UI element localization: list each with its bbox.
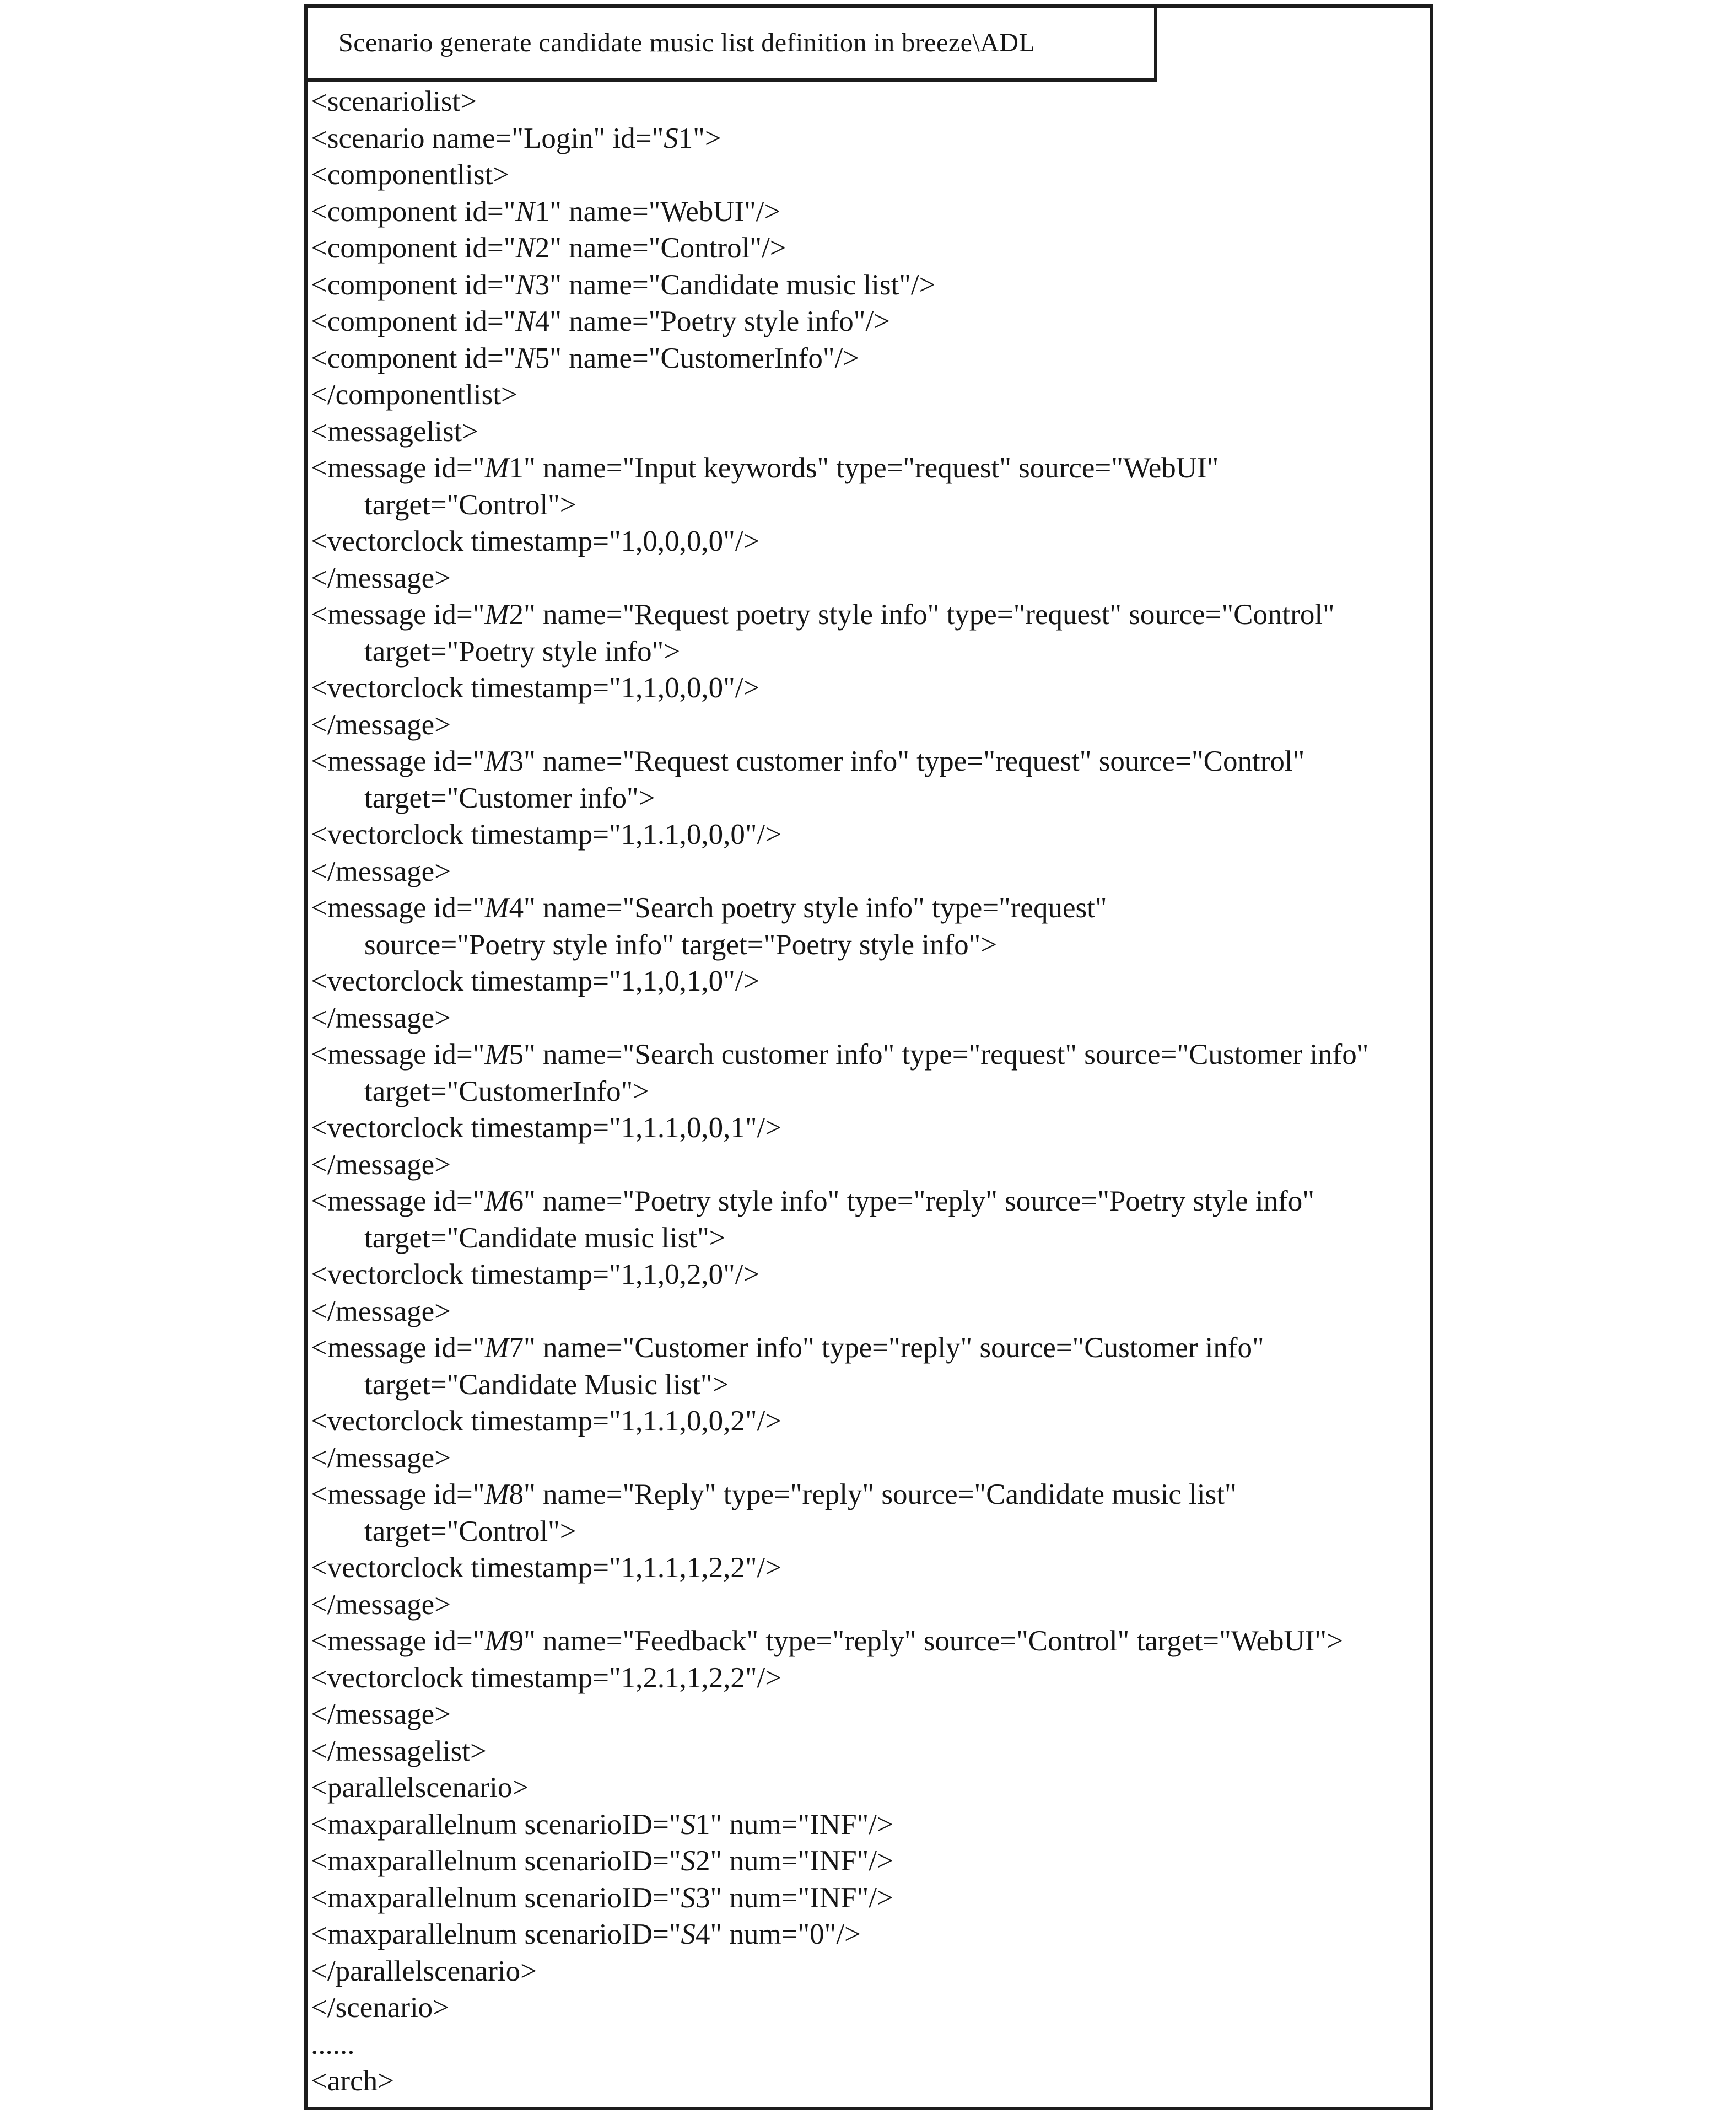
- code-text: 4" name="Poetry style info"/>: [535, 305, 891, 337]
- code-line: [311, 376, 1430, 413]
- code-line: [311, 1330, 1430, 1367]
- code-line: [311, 780, 1430, 817]
- code-line: [311, 523, 1430, 560]
- code-line: [311, 1550, 1430, 1586]
- code-line: [311, 1843, 1430, 1880]
- code-line: [311, 120, 1430, 157]
- code-listing-box: [304, 4, 1433, 2110]
- code-text: target="Control">: [364, 488, 576, 521]
- code-text: target="Customer info">: [364, 782, 655, 814]
- code-text: </parallelscenario>: [311, 1955, 537, 1987]
- id-variable: S: [681, 1881, 696, 1914]
- code-text: <message id=": [311, 1332, 485, 1364]
- code-text: <vectorclock timestamp="1,1.1,0,0,1"/>: [311, 1112, 782, 1144]
- code-text: <component id=": [311, 268, 516, 301]
- code-text: 3" name="Candidate music list"/>: [535, 268, 936, 301]
- code-text: target="Candidate Music list">: [364, 1368, 729, 1401]
- code-line: [311, 670, 1430, 707]
- code-text: ......: [311, 2028, 355, 2061]
- id-variable: M: [484, 1625, 509, 1657]
- code-line: [311, 2063, 1430, 2100]
- code-text: <maxparallelnum scenarioID=": [311, 1881, 681, 1914]
- code-line: [311, 230, 1430, 267]
- code-text: <message id=": [311, 745, 485, 777]
- code-text: target="Poetry style info">: [364, 635, 681, 668]
- code-line: [311, 963, 1430, 1000]
- code-text: </scenario>: [311, 1992, 450, 2024]
- code-text: </messagelist>: [311, 1735, 487, 1767]
- id-variable: M: [484, 892, 509, 924]
- code-text: <vectorclock timestamp="1,1.1,0,0,2"/>: [311, 1405, 782, 1437]
- code-line: [311, 157, 1430, 193]
- code-text: 2" name="Request poetry style info" type="request" source="Control": [509, 599, 1335, 631]
- code-line: [311, 1623, 1430, 1660]
- code-line: [311, 707, 1430, 744]
- code-text: <scenariolist>: [311, 85, 477, 117]
- code-text: <vectorclock timestamp="1,1,0,1,0"/>: [311, 965, 760, 997]
- code-line: [311, 1586, 1430, 1623]
- code-line: [311, 1220, 1430, 1257]
- code-text: <vectorclock timestamp="1,1,0,2,0"/>: [311, 1258, 760, 1290]
- code-line: [311, 853, 1430, 890]
- id-variable: S: [681, 1808, 696, 1841]
- code-text: 1" num="INF"/>: [696, 1808, 893, 1841]
- id-variable: N: [515, 232, 535, 264]
- code-line: [311, 1733, 1430, 1770]
- code-text: 3" num="INF"/>: [696, 1881, 893, 1914]
- code-text: target="Control">: [364, 1515, 576, 1547]
- code-text: <message id=": [311, 1039, 485, 1071]
- code-line: [311, 1073, 1430, 1110]
- code-text: <component id=": [311, 342, 516, 374]
- code-line: [311, 1110, 1430, 1147]
- code-line: [311, 83, 1430, 120]
- code-text: <maxparallelnum scenarioID=": [311, 1918, 681, 1950]
- code-line: [311, 450, 1430, 487]
- adl-code-block: [311, 83, 1430, 2100]
- code-text: 5" name="Search customer info" type="request" source="Customer info": [509, 1039, 1369, 1071]
- id-variable: S: [664, 122, 678, 154]
- id-variable: N: [515, 195, 535, 228]
- code-text: 9" name="Feedback" type="reply" source="Control" target="WebUI">: [509, 1625, 1343, 1657]
- code-line: [311, 596, 1430, 633]
- code-text: </message>: [311, 1588, 451, 1621]
- id-variable: M: [484, 599, 509, 631]
- code-text: 4" num="0"/>: [696, 1918, 861, 1950]
- code-line: [311, 413, 1430, 450]
- code-text: <message id=": [311, 1478, 485, 1510]
- code-text: source="Poetry style info" target="Poetry style info">: [364, 928, 998, 961]
- code-line: [311, 1696, 1430, 1733]
- code-text: 1" name="Input keywords" type="request" source="WebUI": [509, 452, 1219, 484]
- code-line: [311, 1769, 1430, 1806]
- code-text: <messagelist>: [311, 415, 479, 448]
- code-line: [311, 2026, 1430, 2063]
- code-text: 1">: [678, 122, 721, 154]
- id-variable: M: [484, 745, 509, 777]
- code-text: <vectorclock timestamp="1,1.1,0,0,0"/>: [311, 819, 782, 851]
- code-line: [311, 1367, 1430, 1403]
- code-line: [311, 1000, 1430, 1037]
- code-text: 1" name="WebUI"/>: [535, 195, 781, 228]
- code-line: [311, 1256, 1430, 1293]
- code-line: [311, 1660, 1430, 1697]
- code-text: <componentlist>: [311, 159, 510, 191]
- code-text: <maxparallelnum scenarioID=": [311, 1845, 681, 1877]
- id-variable: N: [515, 342, 535, 374]
- code-text: 6" name="Poetry style info" type="reply" source="Poetry style info": [509, 1185, 1314, 1217]
- code-text: 2" num="INF"/>: [696, 1845, 893, 1877]
- code-line: [311, 1036, 1430, 1073]
- code-text: 5" name="CustomerInfo"/>: [535, 342, 860, 374]
- code-text: <maxparallelnum scenarioID=": [311, 1808, 681, 1841]
- code-text: </message>: [311, 1441, 451, 1474]
- code-text: <message id=": [311, 1185, 485, 1217]
- code-text: <vectorclock timestamp="1,1.1,1,2,2"/>: [311, 1552, 782, 1584]
- code-text: <message id=": [311, 892, 485, 924]
- code-line: [311, 193, 1430, 230]
- id-variable: S: [681, 1845, 696, 1877]
- id-variable: N: [515, 268, 535, 301]
- code-text: </message>: [311, 1295, 451, 1327]
- code-text: </message>: [311, 1698, 451, 1730]
- code-line: [311, 743, 1430, 780]
- code-text: 7" name="Customer info" type="reply" source="Customer info": [509, 1332, 1264, 1364]
- id-variable: M: [484, 1332, 509, 1364]
- code-line: [311, 267, 1430, 304]
- code-line: [311, 1953, 1430, 1990]
- code-text: 3" name="Request customer info" type="request" source="Control": [509, 745, 1305, 777]
- figure-title-box: [304, 4, 1157, 82]
- code-text: <vectorclock timestamp="1,1,0,0,0"/>: [311, 672, 760, 704]
- code-text: target="CustomerInfo">: [364, 1075, 650, 1107]
- code-line: [311, 1440, 1430, 1477]
- code-text: <message id=": [311, 452, 485, 484]
- code-line: [311, 560, 1430, 597]
- code-line: [311, 1989, 1430, 2026]
- code-line: [311, 927, 1430, 964]
- code-line: [311, 340, 1430, 377]
- id-variable: N: [515, 305, 535, 337]
- id-variable: M: [484, 1478, 509, 1510]
- code-line: [311, 633, 1430, 670]
- code-text: <message id=": [311, 1625, 485, 1657]
- code-text: <component id=": [311, 195, 516, 228]
- code-line: [311, 303, 1430, 340]
- id-variable: M: [484, 452, 509, 484]
- id-variable: M: [484, 1185, 509, 1217]
- code-text: </message>: [311, 855, 451, 887]
- code-line: [311, 1880, 1430, 1917]
- code-line: [311, 1476, 1430, 1513]
- code-text: </message>: [311, 562, 451, 594]
- code-text: 4" name="Search poetry style info" type="request": [509, 892, 1107, 924]
- code-text: <component id=": [311, 305, 516, 337]
- code-text: </message>: [311, 1002, 451, 1034]
- code-text: <parallelscenario>: [311, 1772, 529, 1804]
- code-text: <vectorclock timestamp="1,0,0,0,0"/>: [311, 525, 760, 557]
- code-text: <vectorclock timestamp="1,2.1,1,2,2"/>: [311, 1661, 782, 1694]
- code-text: <scenario name="Login" id=": [311, 122, 664, 154]
- id-variable: M: [484, 1039, 509, 1071]
- figure-title: Scenario generate candidate music list definition in breeze\ADL: [338, 28, 1036, 57]
- code-line: [311, 1403, 1430, 1440]
- code-text: <message id=": [311, 599, 485, 631]
- code-line: [311, 487, 1430, 524]
- code-text: target="Candidate music list">: [364, 1222, 726, 1254]
- code-text: 8" name="Reply" type="reply" source="Candidate music list": [509, 1478, 1237, 1510]
- id-variable: S: [681, 1918, 696, 1950]
- code-line: [311, 1183, 1430, 1220]
- code-text: </componentlist>: [311, 379, 517, 411]
- code-line: [311, 890, 1430, 927]
- code-line: [311, 1806, 1430, 1843]
- code-line: [311, 1513, 1430, 1550]
- code-line: [311, 1916, 1430, 1953]
- code-line: [311, 816, 1430, 853]
- code-line: [311, 1147, 1430, 1184]
- code-text: <component id=": [311, 232, 516, 264]
- code-text: </message>: [311, 708, 451, 741]
- code-text: <arch>: [311, 2065, 394, 2097]
- code-text: 2" name="Control"/>: [535, 232, 786, 264]
- code-line: [311, 1293, 1430, 1330]
- code-text: </message>: [311, 1148, 451, 1181]
